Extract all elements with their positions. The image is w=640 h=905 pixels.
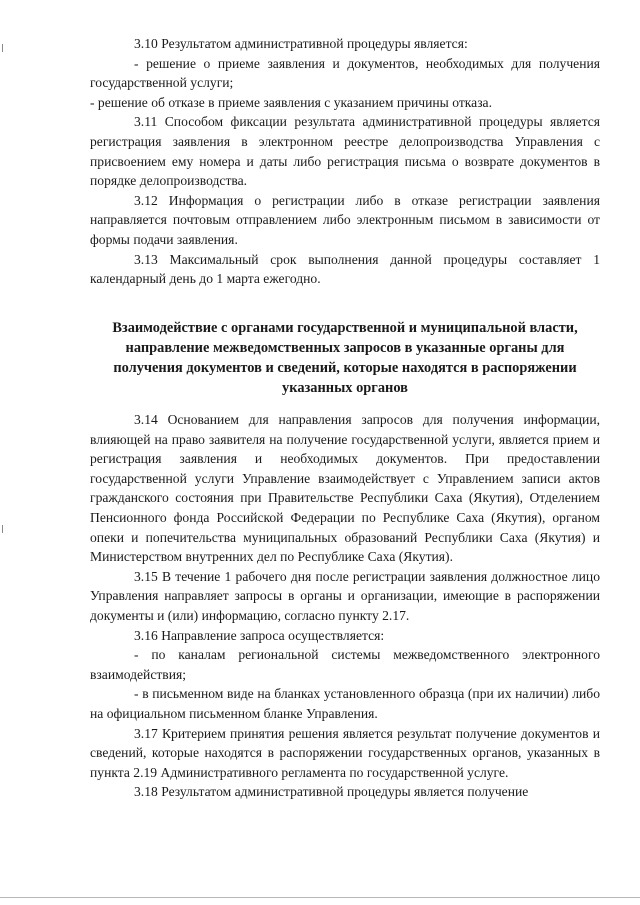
list-item-paper-form: - в письменном виде на бланках установленного образца (при их наличии) либо на официальном письменном бланке Управления. <box>90 686 600 721</box>
paragraph-3-14: 3.14 Основанием для направления запросов для получения информации, влияющей на право заявителя на получение государственной услуги, является прием и регистрация заявления и необходимых документов. При предоставлении государственной услуги Управление взаимодействует с Управлением записи актов гражданского состояния при Правительстве Республики Саха (Якутия), Отделением Пенсионного фонда Российской Федерации по Республике Саха (Якутия), органом опеки и попечительства муниципальных образований Республики Саха (Якутия) и Министерством внутренних дел по Республике Саха (Якутия). <box>90 412 600 565</box>
scan-edge-mark <box>2 44 3 52</box>
paragraph-3-18: 3.18 Результатом административной процедуры является получение <box>134 784 529 800</box>
list-item-accept-decision: - решение о приеме заявления и документов, необходимых для получения государственной услуги; <box>90 55 600 91</box>
list-item-refusal-decision: - решение об отказе в приеме заявления с указанием причины отказа. <box>90 94 492 110</box>
page-bottom-divider <box>0 897 640 898</box>
paragraph-3-15: 3.15 В течение 1 рабочего дня после регистрации заявления должностное лицо Управления направляет запросы в органы и организации, имеющие в распоряжении документы и (или) информацию, согласно пункту 2.17. <box>90 568 600 623</box>
section-block-2 <box>90 410 600 802</box>
paragraph-3-17: 3.17 Критерием принятия решения является результат получение документов и сведений, которые находятся в распоряжении государственных органов, указанных в пункта 2.19 Административного регламента по государственной услуге. <box>90 725 600 780</box>
paragraph-3-13: 3.13 Максимальный срок выполнения данной процедуры составляет 1 календарный день до 1 марта ежегодно. <box>90 251 600 287</box>
paragraph-3-10: 3.10 Результатом административной процедуры является: <box>134 36 468 51</box>
paragraph-3-11: 3.11 Способом фиксации результата административной процедуры является регистрация заявления в электронном реестре делопроизводства Управления с присвоением ему номера и даты либо регистрация письма о возврате документов в порядке делопроизводства. <box>90 114 600 189</box>
paragraph-3-16: 3.16 Направление запроса осуществляется: <box>134 627 385 643</box>
paragraph-3-12: 3.12 Информация о регистрации либо в отказе регистрации заявления направляется почтовым отправлением либо электронным письмом в зависимости от формы подачи заявления. <box>90 192 600 247</box>
list-item-electronic-channel: - по каналам региональной системы межведомственного электронного взаимодействия; <box>90 647 600 682</box>
scan-edge-mark <box>2 525 3 533</box>
section-block-1 <box>90 34 600 289</box>
section-heading: Взаимодействие с органами государственной и муниципальной власти, направление межведомственных запросов в указанные органы для получения документов и сведений, которые находятся в распоряжении указанных органов <box>112 320 578 396</box>
